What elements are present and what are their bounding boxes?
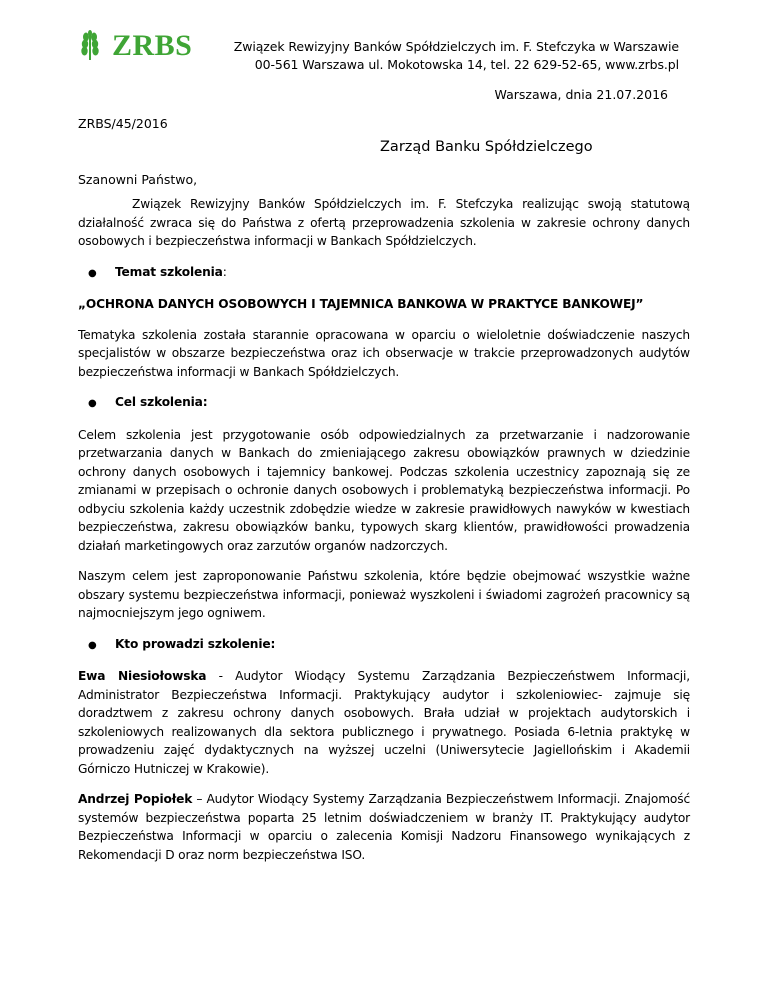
recipient: Zarząd Banku Spółdzielczego xyxy=(380,139,593,155)
greeting: Szanowni Państwo, xyxy=(78,172,198,187)
bullet-icon: ● xyxy=(88,398,97,409)
wheat-icon xyxy=(78,30,102,62)
goal-paragraph: Celem szkolenia jest przygotowanie osób odpowiedzialnych za przetwarzanie i nadzorowanie przetwarzania danych w Bankach do zmieniającego zakresu obowiązków prawnych w dziedzinie ochrony danych osobowych i tajemnicy bankowej. Podczas szkolenia uczestnicy zapoznają się ze zmianami w przepisach o ochronie danych osobowych i problematyką bezpieczeństwa informacji. Po odbyciu szkolenia każdy uczestnik zdobędzie wiedze w zakresie prawidłowych nawyków w kwestiach bezpieczeństwa, zakresu obowiązków banku, typowych skarg klientów, prawidłowości prowadzenia działań marketingowych oraz zarzutów organów nadzorczych. xyxy=(78,427,690,553)
goal-heading: Cel szkolenia: xyxy=(115,395,208,409)
topic-heading: Temat szkolenia xyxy=(115,264,223,279)
trainer2-paragraph xyxy=(78,790,690,864)
goal-paragraph-2: Naszym celem jest zaproponowanie Państwu szkolenia, które będzie obejmować wszystkie ważne obszary systemu bezpieczeństwa informacji, ponieważ wyszkoleni i świadomi zagrożeń pracownicy są najmocniejszym jego ogniwem. xyxy=(78,569,690,620)
letter-date: Warszawa, dnia 21.07.2016 xyxy=(494,87,668,102)
intro-paragraph: Związek Rewizyjny Banków Spółdzielczych im. F. Stefczyka realizując swoją statutową działalność zwraca się do Państwa z ofertą przeprowadzenia szkolenia w zakresie ochrony danych osobowych i bezpieczeństwa informacji w Bankach Spółdzielczych. xyxy=(78,197,690,248)
topic-paragraph: Tematyka szkolenia została starannie opracowana w oparciu o wieloletnie doświadczenie naszych specjalistów w obszarze bezpieczeństwa oraz ich obserwacje w trakcie przeprowadzonych audytów bezpieczeństwa informacji w Bankach Spółdzielczych. xyxy=(78,327,690,379)
trainer1-name: Ewa Niesiołowska xyxy=(78,669,207,683)
trainer2-bio: – Audytor Wiodący Systemy Zarządzania Bezpieczeństwem Informacji. Znajomość systemów bezpieczeństwa poparta 25 letnim doświadczeniem w branży IT. Praktykujący audytor Bezpieczeństwa Informacji w oparciu o zalecenia Komisji Nadzoru Finansowego wynikających z Rekomendacji D oraz norm bezpieczeństwa ISO. xyxy=(78,792,690,862)
logo-text: ZRBS xyxy=(112,29,193,62)
organization-address xyxy=(234,38,679,74)
goal-bullet xyxy=(78,393,690,414)
trainer-bullet xyxy=(78,635,690,656)
zrbs-logo xyxy=(78,30,192,62)
bullet-icon: ● xyxy=(88,639,97,651)
trainer2-name: Andrzej Popiołek xyxy=(78,792,193,806)
trainer1-bio: - Audytor Wiodący Systemu Zarządzania Bezpieczeństwem Informacji, Administrator Bezpieczeństwa Informacji. Praktykujący audytor i szkoleniowiec- zajmuje się doradztwem z zakresu ochrony danych osobowych. Brała udział w projektach audytorskich i szkoleniowych realizowanych dla sektora publicznego i prywatnego. Posiada 6-letnia praktykę w prowadzeniu zajęć dydaktycznych na wyższej uczelni (Uniwersytecie Jagiellońskim i Akademii Górniczo Hutniczej w Krakowie). xyxy=(78,669,690,776)
bullet-icon: ● xyxy=(88,267,97,279)
topic-heading-suffix: : xyxy=(222,264,227,279)
topic-title: „OCHRONA DANYCH OSOBOWYCH I TAJEMNICA BANKOWA W PRAKTYCE BANKOWEJ” xyxy=(78,297,644,311)
reference-number: ZRBS/45/2016 xyxy=(78,116,168,131)
trainer1-paragraph xyxy=(78,667,690,778)
org-address: 00-561 Warszawa ul. Mokotowska 14, tel. 22 629-52-65, www.zrbs.pl xyxy=(254,57,679,72)
topic-bullet xyxy=(78,263,690,284)
letter-body xyxy=(78,195,690,876)
org-name: Związek Rewizyjny Banków Spółdzielczych im. F. Stefczyka w Warszawie xyxy=(233,39,679,54)
trainer-heading: Kto prowadzi szkolenie: xyxy=(115,636,276,651)
